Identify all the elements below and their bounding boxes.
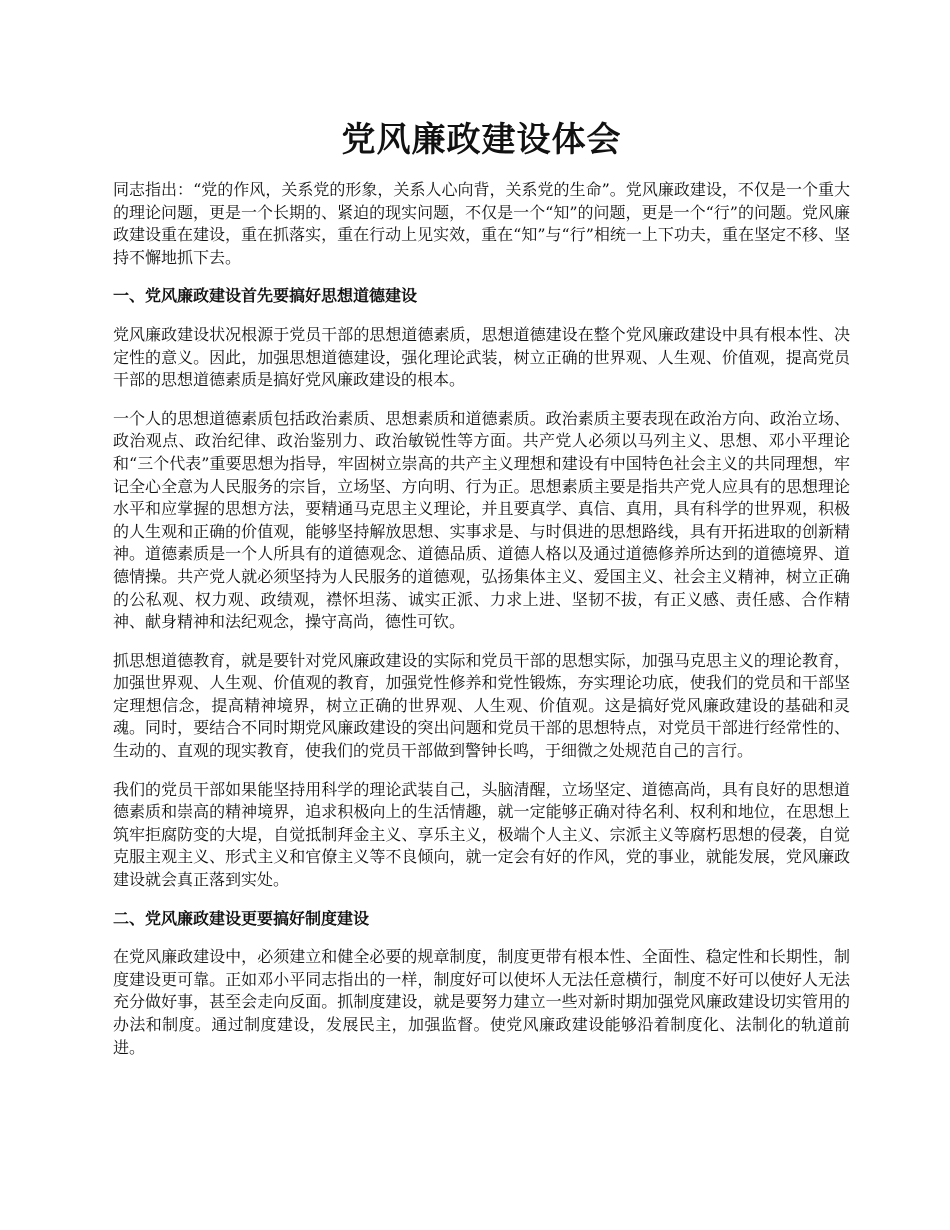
intro-paragraph: 同志指出：“党的作风，关系党的形象，关系人心向背，关系党的生命”。党风廉政建设，不仅是一个重大的理论问题，更是一个长期的、紧迫的现实问题，不仅是一个“知”的问题，更是一个“行”的问题。党风廉政建设重在建设，重在抓落实，重在行动上见实效，重在“知”与“行”相统一上下功夫，重在坚定不移、坚持不懈地抓下去。 — [113, 180, 850, 267]
section-1-heading: 一、党风廉政建设首先要搞好思想道德建设 — [113, 286, 418, 306]
document-page — [113, 0, 850, 1059]
document-title: 党风廉政建设体会 — [341, 120, 622, 160]
section-1-paragraph-2: 一个人的思想道德素质包括政治素质、思想素质和道德素质。政治素质主要表现在政治方向、政治立场、政治观点、政治纪律、政治鉴别力、政治敏锐性等方面。共产党人必须以马列主义、思想、邓小平理论和“三个代表”重要思想为指导，牢固树立崇高的共产主义理想和建设有中国特色社会主义的共同理想，牢记全心全意为人民服务的宗旨，立场坚、方向明、行为正。思想素质主要是指共产党人应具有的思想理论水平和应掌握的思想方法，要精通马克思主义理论，并且要真学、真信、真用，具有科学的世界观，积极的人生观和正确的价值观，能够坚持解放思想、实事求是、与时俱进的思想路线，具有开拓进取的创新精神。道德素质是一个人所具有的道德观念、道德品质、道德人格以及通过道德修养所达到的道德境界、道德情操。共产党人就必须坚持为人民服务的道德观，弘扬集体主义、爱国主义、社会主义精神，树立正确的公私观、权力观、政绩观，襟怀坦荡、诚实正派、力求上进、坚韧不拔，有正义感、责任感、合作精神、献身精神和法纪观念，操守高尚，德性可钦。 — [113, 408, 850, 632]
section-1-paragraph-1: 党风廉政建设状况根源于党员干部的思想道德素质，思想道德建设在整个党风廉政建设中具有根本性、决定性的意义。因此，加强思想道德建设，强化理论武装，树立正确的世界观、人生观、价值观，提高党员干部的思想道德素质是搞好党风廉政建设的根本。 — [113, 324, 850, 390]
section-2-heading: 二、党风廉政建设更要搞好制度建设 — [113, 908, 370, 928]
section-1-paragraph-4: 我们的党员干部如果能坚持用科学的理论武装自己，头脑清醒，立场坚定、道德高尚，具有良好的思想道德素质和崇高的精神境界，追求积极向上的生活情趣，就一定能够正确对待名利、权利和地位，在思想上筑牢拒腐防变的大堤，自觉抵制拜金主义、享乐主义，极端个人主义、宗派主义等腐朽思想的侵袭，自觉克服主观主义、形式主义和官僚主义等不良倾向，就一定会有好的作风，党的事业，就能发展，党风廉政建设就会真正落到实处。 — [113, 779, 850, 890]
section-1-paragraph-3: 抓思想道德教育，就是要针对党风廉政建设的实际和党员干部的思想实际，加强马克思主义的理论教育，加强世界观、人生观、价值观的教育，加强党性修养和党性锻炼，夯实理论功底，使我们的党员和干部坚定理想信念，提高精神境界，树立正确的世界观、人生观、价值观。这是搞好党风廉政建设的基础和灵魂。同时，要结合不同时期党风廉政建设的突出问题和党员干部的思想特点，对党员干部进行经常性的、生动的、直观的现实教育，使我们的党员干部做到警钟长鸣，于细微之处规范自己的言行。 — [113, 650, 850, 761]
section-2-paragraph-1: 在党风廉政建设中，必须建立和健全必要的规章制度，制度更带有根本性、全面性、稳定性和长期性，制度建设更可靠。正如邓小平同志指出的一样，制度好可以使坏人无法任意横行，制度不好可以使好人无法充分做好事，甚至会走向反面。抓制度建设，就是要努力建立一些对新时期加强党风廉政建设切实管用的办法和制度。通过制度建设，发展民主，加强监督。使党风廉政建设能够沿着制度化、法制化的轨道前进。 — [113, 947, 850, 1057]
